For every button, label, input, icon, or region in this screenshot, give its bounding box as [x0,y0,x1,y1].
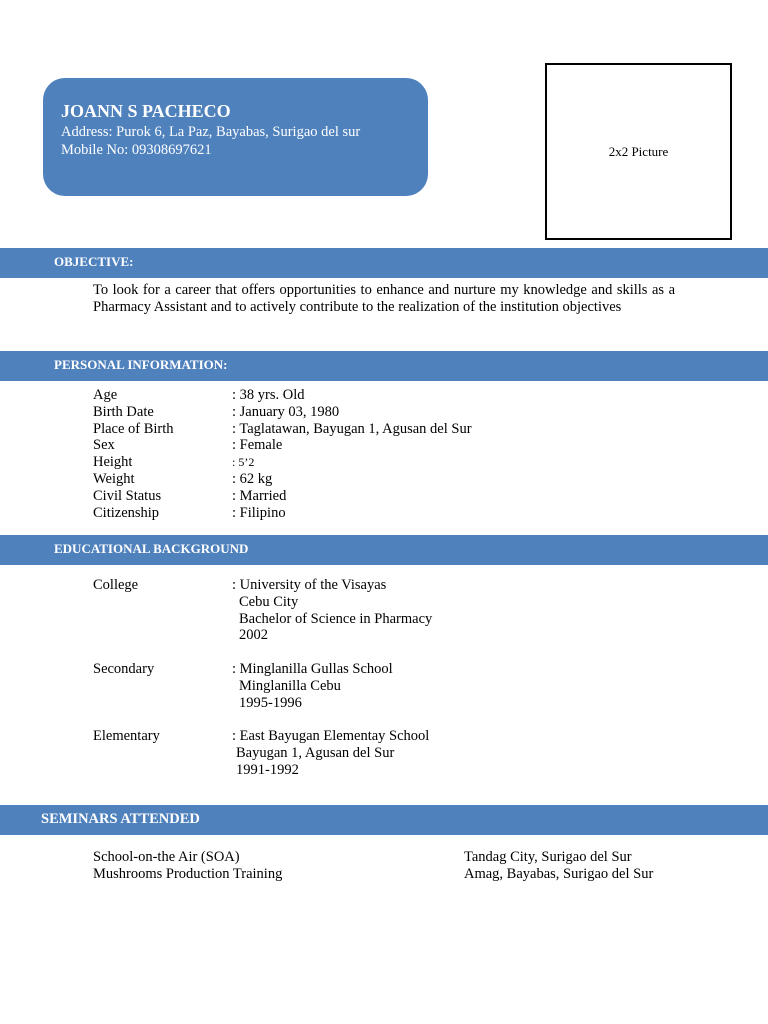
elementary-label: Elementary [93,728,160,744]
objective-section-bar [0,248,768,278]
secondary-line: 1995-1996 [239,694,302,711]
personal-label: Age [93,387,118,403]
objective-text: To look for a career that offers opportunities to enhance and nurture my knowledge and skills as a Pharmacy Assistant and to actively contribute to the realization of the institution objectives [93,282,675,315]
personal-value: : Taglatawan, Bayugan 1, Agusan del Sur [232,420,472,437]
seminar-place: Amag, Bayabas, Surigao del Sur [464,865,654,882]
personal-label: Civil Status [93,487,162,504]
college-line: : University of the Visayas [232,577,387,593]
secondary-label: Secondary [93,661,155,677]
personal-values [232,387,472,521]
personal-label: Height [93,454,133,471]
seminars-section-bar [0,805,768,835]
personal-section-bar [0,351,768,381]
personal-value: : Filipino [232,504,286,521]
mobile-number: Mobile No: 09308697621 [61,142,212,158]
elementary-line: Bayugan 1, Agusan del Sur [236,744,395,761]
applicant-name: JOANN S PACHECO [61,101,231,121]
personal-value: : Married [232,487,287,504]
elementary-line: : East Bayugan Elementay School [232,728,430,744]
personal-value: : January 03, 1980 [232,403,340,420]
seminar-places [464,849,653,883]
college-details [232,577,432,644]
photo-label: 2x2 Picture [608,143,669,159]
objective-title: OBJECTIVE: [54,254,134,269]
header-box [43,78,428,196]
seminar-place: Tandag City, Surigao del Sur [464,849,632,865]
secondary-line: Minglanilla Cebu [239,677,341,694]
personal-value: : 5’2 [232,455,255,470]
elementary-line: 1991-1992 [236,761,299,778]
education-title: EDUCATIONAL BACKGROUND [54,541,249,556]
personal-label: Citizenship [93,504,160,521]
personal-title: PERSONAL INFORMATION: [54,357,228,372]
personal-labels [93,387,174,521]
photo-placeholder [545,63,732,240]
college-label: College [93,577,139,593]
address: Address: Purok 6, La Paz, Bayabas, Surigao del sur [61,124,361,140]
secondary-line: : Minglanilla Gullas School [232,661,393,677]
personal-value: : 38 yrs. Old [232,387,305,403]
seminar-names [93,849,282,883]
personal-label: Birth Date [93,403,154,420]
seminar-name: Mushrooms Production Training [93,865,283,882]
education-section-bar [0,535,768,565]
personal-label: Sex [93,437,115,454]
college-line: Bachelor of Science in Pharmacy [239,610,433,627]
personal-label: Place of Birth [93,420,174,437]
secondary-details [232,661,393,711]
elementary-details [232,728,429,778]
personal-label: Weight [93,470,135,487]
personal-value: : Female [232,437,283,454]
personal-value: : 62 kg [232,470,273,487]
seminars-title: SEMINARS ATTENDED [41,811,200,827]
college-line: Cebu City [239,593,299,610]
college-line: 2002 [239,627,268,644]
seminar-name: School-on-the Air (SOA) [93,849,240,865]
